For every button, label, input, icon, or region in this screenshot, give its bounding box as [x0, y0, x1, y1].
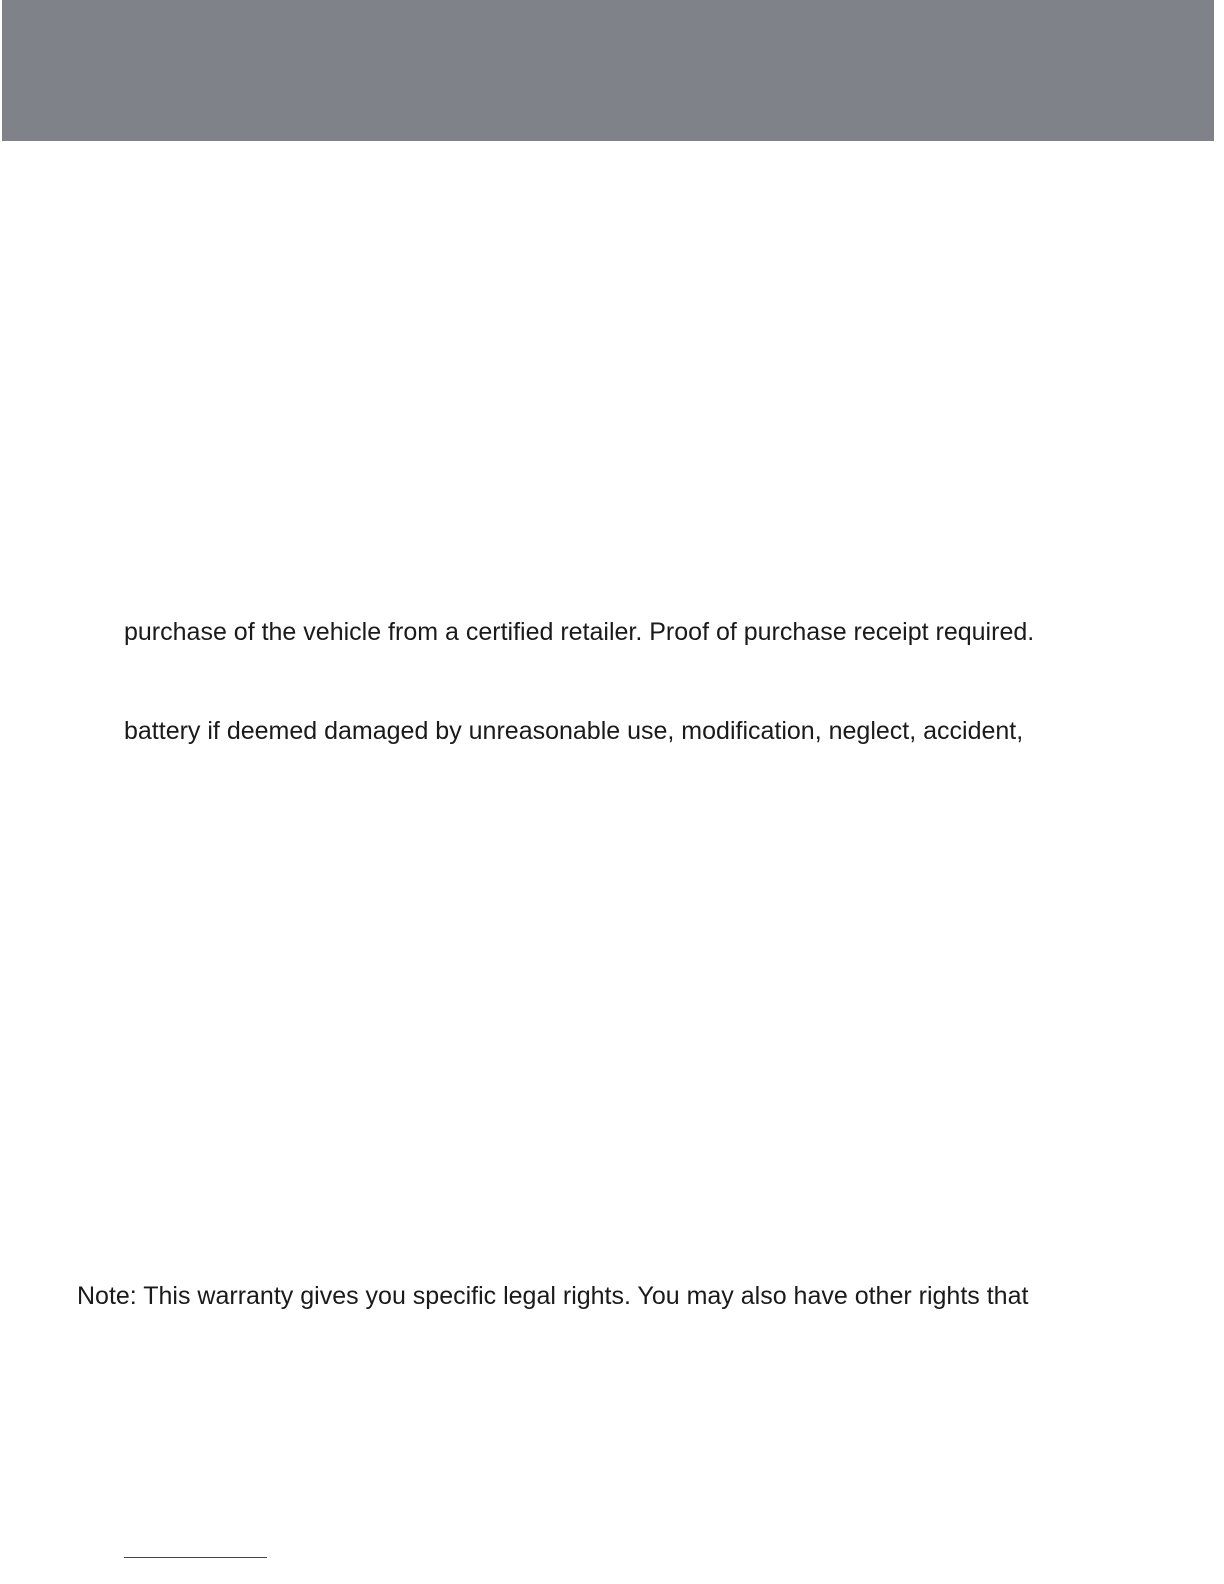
header-band: [2, 0, 1214, 141]
warranty-text-line-purchase: purchase of the vehicle from a certified retailer. Proof of purchase receipt required.: [124, 618, 1035, 646]
warranty-note-line: Note: This warranty gives you specific legal rights. You may also have other rights that: [77, 1282, 1029, 1310]
warranty-text-line-battery: battery if deemed damaged by unreasonable use, modification, neglect, accident,: [124, 717, 1024, 745]
link-underline[interactable]: [124, 1557, 267, 1558]
